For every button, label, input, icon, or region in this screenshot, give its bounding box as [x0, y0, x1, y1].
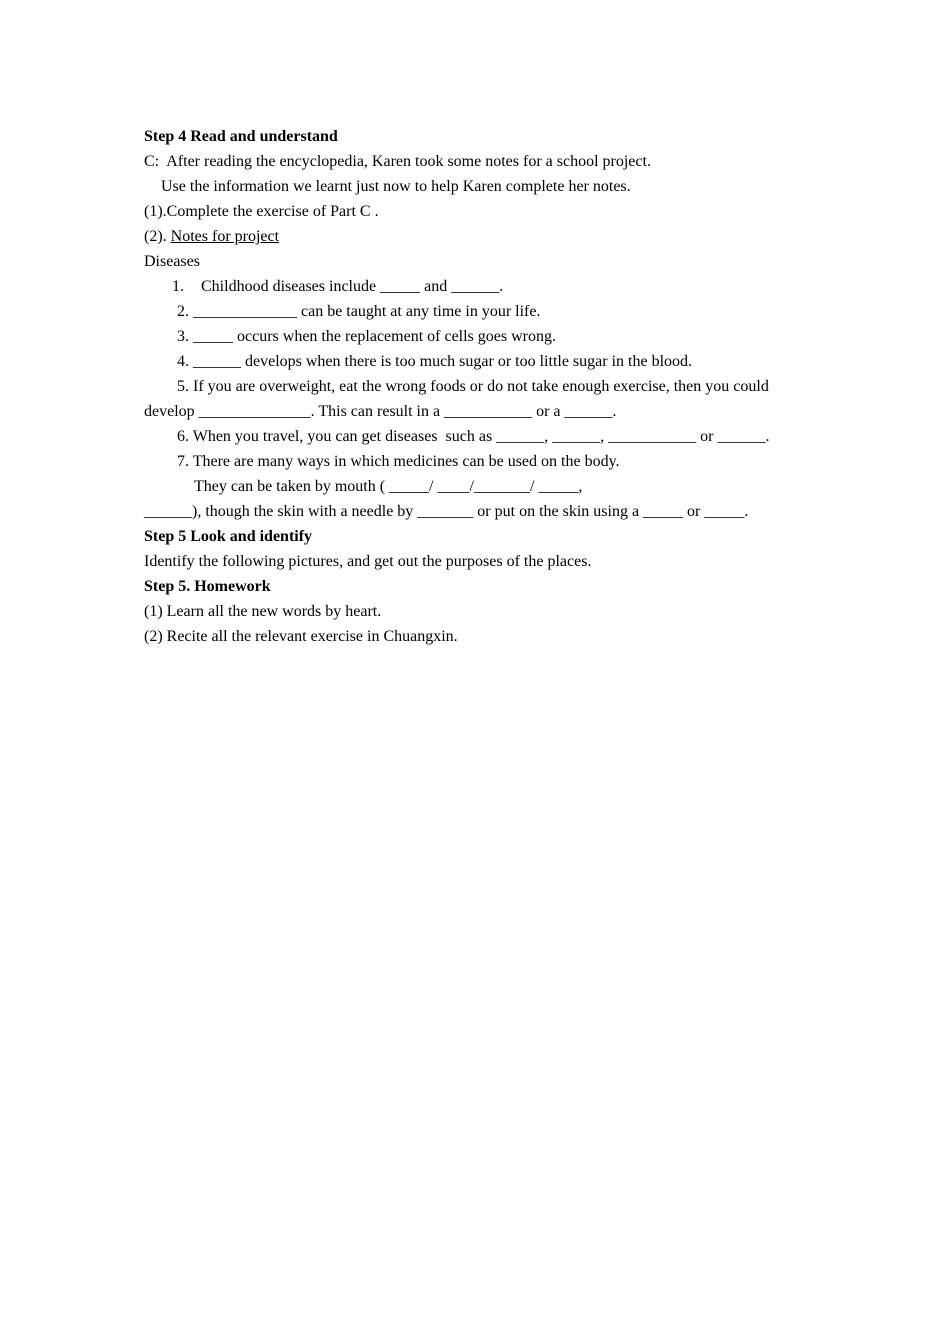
step5-text: Identify the following pictures, and get out the purposes of the places. [144, 553, 592, 570]
note-item-5: 5. If you are overweight, eat the wrong foods or do not take enough exercise, then you could [177, 378, 769, 395]
note-item-1-number: 1. [172, 278, 184, 295]
diseases-title: Diseases [144, 253, 200, 270]
note-item-1-text: Childhood diseases include _____ and ______. [201, 278, 504, 295]
homework-item-2: (2) Recite all the relevant exercise in Chuangxin. [144, 628, 458, 645]
note-item-1 [172, 274, 504, 299]
task-2-prefix: (2). [144, 228, 171, 245]
homework-heading: Step 5. Homework [144, 578, 271, 595]
step5-heading: Step 5 Look and identify [144, 528, 313, 545]
step4-intro-line-2: Use the information we learnt just now to help Karen complete her notes. [161, 178, 631, 195]
step4-intro-line-1: C: After reading the encyclopedia, Karen took some notes for a school project. [144, 153, 651, 170]
homework-item-1: (1) Learn all the new words by heart. [144, 603, 382, 620]
note-item-7: 7. There are many ways in which medicines can be used on the body. [177, 453, 620, 470]
note-item-4: 4. ______ develops when there is too much sugar or too little sugar in the blood. [177, 353, 693, 370]
note-item-5-continued: develop ______________. This can result in a ___________ or a ______. [144, 403, 617, 420]
note-item-3: 3. _____ occurs when the replacement of cells goes wrong. [177, 328, 556, 345]
task-1: (1).Complete the exercise of Part C . [144, 203, 379, 220]
note-item-2: 2. _____________ can be taught at any time in your life. [177, 303, 541, 320]
task-2 [144, 224, 279, 249]
note-item-6: 6. When you travel, you can get diseases such as ______, ______, ___________ or ______. [177, 428, 770, 445]
step4-heading: Step 4 Read and understand [144, 128, 338, 145]
note-item-7-continued-2: ______), though the skin with a needle by _______ or put on the skin using a _____ or _____. [144, 503, 749, 520]
note-item-7-continued: They can be taken by mouth ( _____/ ____/_______/ _____, [194, 478, 583, 495]
notes-for-project-heading: Notes for project [170, 228, 280, 245]
